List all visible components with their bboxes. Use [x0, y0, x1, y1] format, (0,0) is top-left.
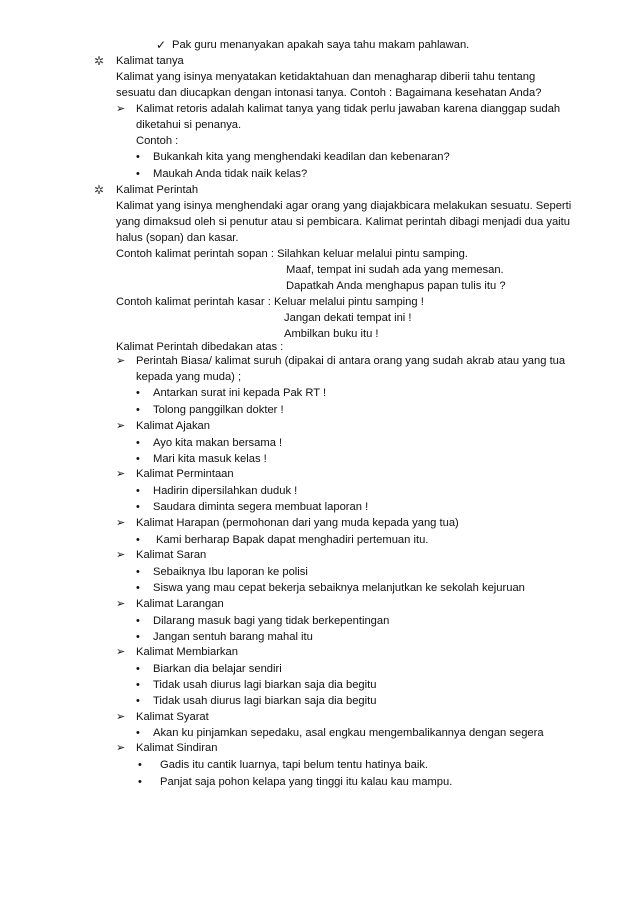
list-item: Tidak usah diurus lagi biarkan saja dia begitu — [153, 695, 377, 707]
text-line: Kalimat Perintah dibedakan atas : — [116, 341, 284, 353]
text-line: diketahui si penanya. — [136, 119, 242, 131]
text-line: Kalimat yang isinya menyatakan ketidaktahuan dan menagharap diberii tahu tentang — [116, 71, 536, 83]
bullet-icon: • — [136, 631, 140, 643]
text-line: halus (sopan) dan kasar. — [116, 232, 239, 244]
list-item: Sebaiknya Ibu laporan ke polisi — [153, 566, 308, 578]
text-line: Contoh : — [136, 135, 179, 147]
subheading: Kalimat Larangan — [136, 598, 224, 610]
arrow-bullet-icon: ➢ — [116, 549, 126, 561]
list-item: Ayo kita makan bersama ! — [153, 437, 283, 449]
list-item: Maukah Anda tidak naik kelas? — [153, 168, 308, 180]
bullet-icon: • — [136, 727, 140, 739]
list-item: Siswa yang mau cepat bekerja sebaiknya melanjutkan ke sekolah kejuruan — [153, 582, 525, 594]
subheading: Kalimat Membiarkan — [136, 646, 238, 658]
subheading: Kalimat Ajakan — [136, 420, 211, 432]
list-item: Akan ku pinjamkan sepedaku, asal engkau mengembalikannya dengan segera — [153, 727, 544, 739]
checkmark-icon: ✓ — [156, 38, 167, 52]
bullet-icon: • — [138, 759, 142, 771]
bullet-icon: • — [136, 615, 140, 627]
bullet-icon: • — [136, 501, 140, 513]
text-line: yang dimaksud oleh si penutur atau si pembicara. Kalimat perintah dibagi menjadi dua yaitu — [116, 216, 570, 228]
arrow-bullet-icon: ➢ — [116, 103, 126, 115]
bullet-icon: • — [136, 404, 140, 416]
subheading: Kalimat Harapan (permohonan dari yang muda kepada yang tua) — [136, 517, 459, 529]
bullet-icon: • — [136, 534, 140, 546]
list-item: Panjat saja pohon kelapa yang tinggi itu kalau kau mampu. — [160, 776, 453, 788]
bullet-icon: • — [136, 663, 140, 675]
text-line: Perintah Biasa/ kalimat suruh (dipakai di antara orang yang sudah akrab atau yang tua — [136, 355, 566, 367]
text-line: Maaf, tempat ini sudah ada yang memesan. — [286, 264, 504, 276]
bullet-icon: • — [136, 168, 140, 180]
text-line: sesuatu dan diucapkan dengan intonasi tanya. Contoh : Bagaimana kesehatan Anda? — [116, 87, 542, 99]
text-line: Kalimat yang isinya menghendaki agar orang yang diajakbicara melakukan sesuatu. Seperti — [116, 200, 572, 212]
text-line: Ambilkan buku itu ! — [284, 328, 379, 340]
arrow-bullet-icon: ➢ — [116, 646, 126, 658]
text-line: Contoh kalimat perintah kasar : Keluar melalui pintu samping ! — [116, 296, 424, 308]
bullet-icon: • — [136, 566, 140, 578]
bullet-icon: • — [136, 453, 140, 465]
section-heading: Kalimat tanya — [116, 55, 184, 67]
arrow-bullet-icon: ➢ — [116, 517, 126, 529]
text-line: Pak guru menanyakan apakah saya tahu makam pahlawan. — [172, 39, 470, 51]
subheading: Kalimat Saran — [136, 549, 207, 561]
list-item: Dilarang masuk bagi yang tidak berkepentingan — [153, 615, 390, 627]
arrow-bullet-icon: ➢ — [116, 598, 126, 610]
subheading: Kalimat Syarat — [136, 711, 209, 723]
section-heading: Kalimat Perintah — [116, 184, 199, 196]
bullet-icon: • — [136, 437, 140, 449]
arrow-bullet-icon: ➢ — [116, 420, 126, 432]
subheading: Kalimat Permintaan — [136, 468, 234, 480]
arrow-bullet-icon: ➢ — [116, 742, 126, 754]
list-item: Mari kita masuk kelas ! — [153, 453, 267, 465]
text-line: Kalimat retoris adalah kalimat tanya yang tidak perlu jawaban karena dianggap sudah — [136, 103, 561, 115]
bullet-icon: • — [136, 582, 140, 594]
list-item: Antarkan surat ini kepada Pak RT ! — [153, 387, 327, 399]
list-item: Gadis itu cantik luarnya, tapi belum tentu hatinya baik. — [160, 759, 429, 771]
bullet-icon: • — [136, 387, 140, 399]
arrow-bullet-icon: ➢ — [116, 711, 126, 723]
list-item: Kami berharap Bapak dapat menghadiri pertemuan itu. — [156, 534, 429, 546]
text-line: Contoh kalimat perintah sopan : Silahkan keluar melalui pintu samping. — [116, 248, 468, 260]
arrow-bullet-icon: ➢ — [116, 468, 126, 480]
bullet-icon: • — [136, 485, 140, 497]
arrow-bullet-icon: ➢ — [116, 355, 126, 367]
subheading: Kalimat Sindiran — [136, 742, 218, 754]
bullet-icon: • — [138, 776, 142, 788]
list-item: Biarkan dia belajar sendiri — [153, 663, 282, 675]
flower-bullet-icon: ✲ — [94, 54, 105, 68]
list-item: Bukankah kita yang menghendaki keadilan dan kebenaran? — [153, 151, 450, 163]
bullet-icon: • — [136, 695, 140, 707]
text-line: Jangan dekati tempat ini ! — [284, 312, 412, 324]
text-line: Dapatkah Anda menghapus papan tulis itu ? — [286, 280, 506, 292]
text-line: kepada yang muda) ; — [136, 371, 242, 383]
list-item: Jangan sentuh barang mahal itu — [153, 631, 313, 643]
flower-bullet-icon: ✲ — [94, 183, 105, 197]
list-item: Saudara diminta segera membuat laporan ! — [153, 501, 369, 513]
bullet-icon: • — [136, 151, 140, 163]
list-item: Tidak usah diurus lagi biarkan saja dia begitu — [153, 679, 377, 691]
bullet-icon: • — [136, 679, 140, 691]
list-item: Tolong panggilkan dokter ! — [153, 404, 284, 416]
list-item: Hadirin dipersilahkan duduk ! — [153, 485, 298, 497]
